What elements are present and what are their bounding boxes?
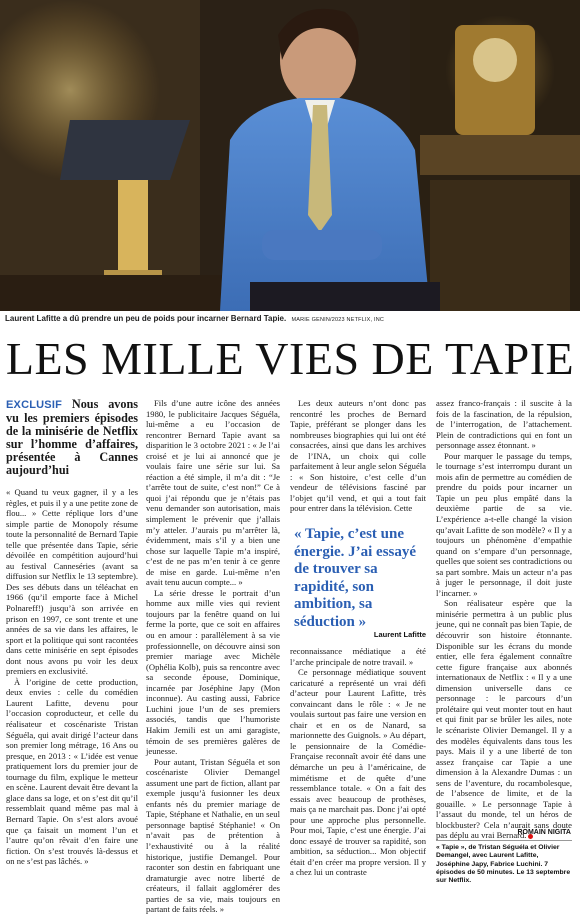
paragraph xyxy=(436,598,572,841)
headline: LES MILLE VIES DE TAPIE xyxy=(5,333,575,384)
paragraph: La série dresse le portrait d’un homme aux mille vies qui revient toujours par la fenêtre quand on lui ferme la porte, que ce soit en affaires ou en amour : parallèlement à sa vie professionnelle, on découvre ainsi son premier mariage avec Michèle (Ophélia Kolb), puis sa rencontre avec sa seconde épouse, Dominique, incarnée par Joséphine Japy (Mon inconnue). Au casting aussi, Fabrice Luchini joue l’un de ses premiers associés, tandis que l’humoriste Hakim Jemili est un ami garagiste, témoin de ses premières galères de jeunesse. xyxy=(146,587,280,757)
series-info-text: « Tapie », de Tristan Séguéla et Olivier Demangel, avec Laurent Lafitte, Joséphine Japy, Fabrice Luchini. 7 épisodes de 50 minutes. Le 13 septembre sur Netflix. xyxy=(436,844,571,885)
photo-caption xyxy=(5,314,575,323)
column-3-top xyxy=(290,398,426,514)
photo-caption-text: Laurent Lafitte a dû prendre un peu de poids pour incarner Bernard Tapie. xyxy=(5,314,287,323)
paragraph: Fils d’une autre icône des années 1980, le publicitaire Jacques Séguéla, lui-même a eu l’occasion de rencontrer Bernard Tapie avant sa disparition le 3 octobre 2021 : « Je l’ai croisé et je lui ai annoncé que je voulais faire une série sur lui. Sa réaction a été simple, il m’a dit : “Je t’arrête tout de suite, c’est non!” Ce à quoi j’ai répondu que je n’étais pas venu demander son autorisation, mais simplement le prévenir que j’allais m’y atteler. J’aurais pu m’arrêter là, évidemment, mais s’il y a bien une chose sur laquelle Tapie m’a inspiré, c’est de ne pas m’en tenir à ce genre de mise en garde. Lui-même n’en avait tenu aucun compte... » xyxy=(146,398,280,588)
paragraph: Les deux auteurs n’ont donc pas rencontré les proches de Bernard Tapie, préférant se plonger dans les nombreuses biographies qui lui ont été consacrées, ainsi que dans les archives de l’INA, un choix qui colle parfaitement à leur angle selon Séguéla : « Son histoire, c’est celle d’un vendeur de télévisions fasciné par l’objet qu’il vend, et qui a tout fait pour entrer dans la télévision. Cette xyxy=(290,398,426,514)
paragraph: assez franco-français : il suscite à la fois de la fascination, de la répulsion, de l’interrogation, de l’attachement. Plein de contradictions qui en font un personnage assez étonnant. » xyxy=(436,398,572,451)
column-3-bottom xyxy=(290,646,426,878)
column-2 xyxy=(146,398,280,915)
paragraph: reconnaissance médiatique a été l’arche principale de notre travail. » xyxy=(290,646,426,667)
pull-quote-author: Laurent Lafitte xyxy=(373,630,426,639)
column-1 xyxy=(6,398,138,867)
paragraph: Pour marquer le passage du temps, le tournage s’est interrompu durant un mois afin de permettre au comédien de prendre du poids pour incarner un Tapie un peu plus empâté dans la deuxième partie de sa vie. L’expérience a-t-elle changé la vision qu’avait Lafitte de son modèle? « Il y a toujours un phénomène d’empathie quand on s’empare d’un personnage, quelles que soient ses contradictions ou sa part sombre. Mais un acteur n’a pas à juger le personnage, il doit juste l’incarner. » xyxy=(436,450,572,598)
photo-credit: MARIE GENIN/2023 NETFLIX, INC xyxy=(291,317,385,323)
author-signature: ROMAIN NIGITA xyxy=(517,829,571,836)
column-4 xyxy=(436,398,572,841)
paragraph: Ce personnage médiatique souvent caricaturé a représenté un vrai défi d’acteur pour Laurent Lafitte, très convaincant dans le rôle : « Je ne voulais surtout pas faire une version en chair et en os de Nanard, sa marionnette des Guignols. » Au départ, le pensionnaire de la Comédie-Française reconnaît avoir été dans une démarche un peu à l’américaine, de mimétisme et de quête d’une ressemblance totale. « On a fait des essais avec beaucoup de prothèses, mais ça ne marchait pas. Donc j’ai opté pour une approche plus personnelle. Pour moi, Tapie, c’est une énergie. J’ai donc essayé de trouver sa rapidité, son ambition, sa séduction... Mon objectif était d’en créer ma propre version. Il y a chez lui un contraste xyxy=(290,667,426,878)
paragraph-text: Son réalisateur espère que la minisérie permettra à un public plus jeune, qui ne connaît pas bien Tapie, de découvrir son histoire étonnante. Disponible sur les écrans du monde entier, elle fera également connaître cette figure française aux abonnés internationaux de Netflix : « Il y a une dimension universelle dans ce personnage : le parcours d’un prolétaire qui veut monter tout en haut et qui finit par se brûler les ailes, note le scénariste Olivier Demangel. Il y a des modèles équivalents dans tous les pays. Mais il y a une liberté de ton assez française car Tapie a une dimension à la Alexandre Dumas : un sens de l’aventure, du rocambolesque, de l’absence de limite, et de la gouaille. » Le personnage Tapie à l’assaut du monde, tel un héros de blockbuster? Cela n’aurait sans doute pas déplu au vrai Bernard. xyxy=(436,598,572,841)
paragraph: Pour autant, Tristan Séguéla et son coscénariste Olivier Demangel assument une part de fiction, allant par exemple jusqu’à fusionner les deux enfants nés du premier mariage de Tapie, Stéphane et Nathalie, en un seul personnage baptisé Stéphanie! « On n’avait pas de prétention à l’exhaustivité ou à la réalité historique, justifie Demangel. Pour raconter son destin en fabriquant une dramaturgie avec notre liberté de créateurs, il fallait agglomérer des parties de sa vie, mais toujours en partant de faits réels. » xyxy=(146,756,280,915)
exclusif-tag: EXCLUSIF xyxy=(6,399,62,411)
paragraph: À l’origine de cette production, deux envies : celle du comédien Laurent Lafitte, devenu pour l’occasion coproducteur, et celle du réalisateur et coscénariste Tristan Séguéla, qui avait dirigé l’acteur dans son premier long métrage, 16 Ans ou presque, en 2013 : « L’idée est venue pratiquement lors du premier jour de tournage du film, explique le metteur en scène. Laurent devait être devant la glace dans sa loge, et on s’est dit qu’il ressemblait quand même pas mal à Bernard Tapie. On s’est alors avoué que ça faisait un moment l’un et l’autre qu’on rêvait d’en faire une fiction. On s’est trouvés là-dessus et on ne s’est pas lâchés. » xyxy=(6,676,138,867)
paragraph: « Quand tu veux gagner, il y a les règles, et puis il y a une petite zone de flou... » Cette réplique lors d’une simple partie de Monopoly résume toute la personnalité de Bernard Tapie telle que présentée dans Tapie, série dévoilée en compétition aujourd’hui au festival Canneséries (avant sa diffusion sur Netflix le 13 septembre). Des ses débuts dans un téléachat en 1966 (qu’il emporte face à Michel Polnareff!) jusqu’à son arrivée en prison en 1997, ce sont trente et une années de sa vie dans les affaires, le sport et la politique qui sont racontées dans cette minisérie en sept épisodes dont nous avons pu voir les deux premiers en exclusivité. xyxy=(6,487,138,677)
lead xyxy=(6,398,138,477)
divider xyxy=(436,840,572,841)
series-info xyxy=(436,844,572,885)
pull-quote: « Tapie, c’est une énergie. J’ai essayé de trouver sa rapidité, son ambition, sa séduction » xyxy=(294,526,417,630)
hero-photo xyxy=(0,0,580,311)
hero-photo-illustration xyxy=(0,0,580,311)
lead-text: Nous avons vu les premiers épisodes de la minisérie de Netflix sur l’homme d’affaires, présentée à Cannes aujourd’hui xyxy=(6,397,138,477)
